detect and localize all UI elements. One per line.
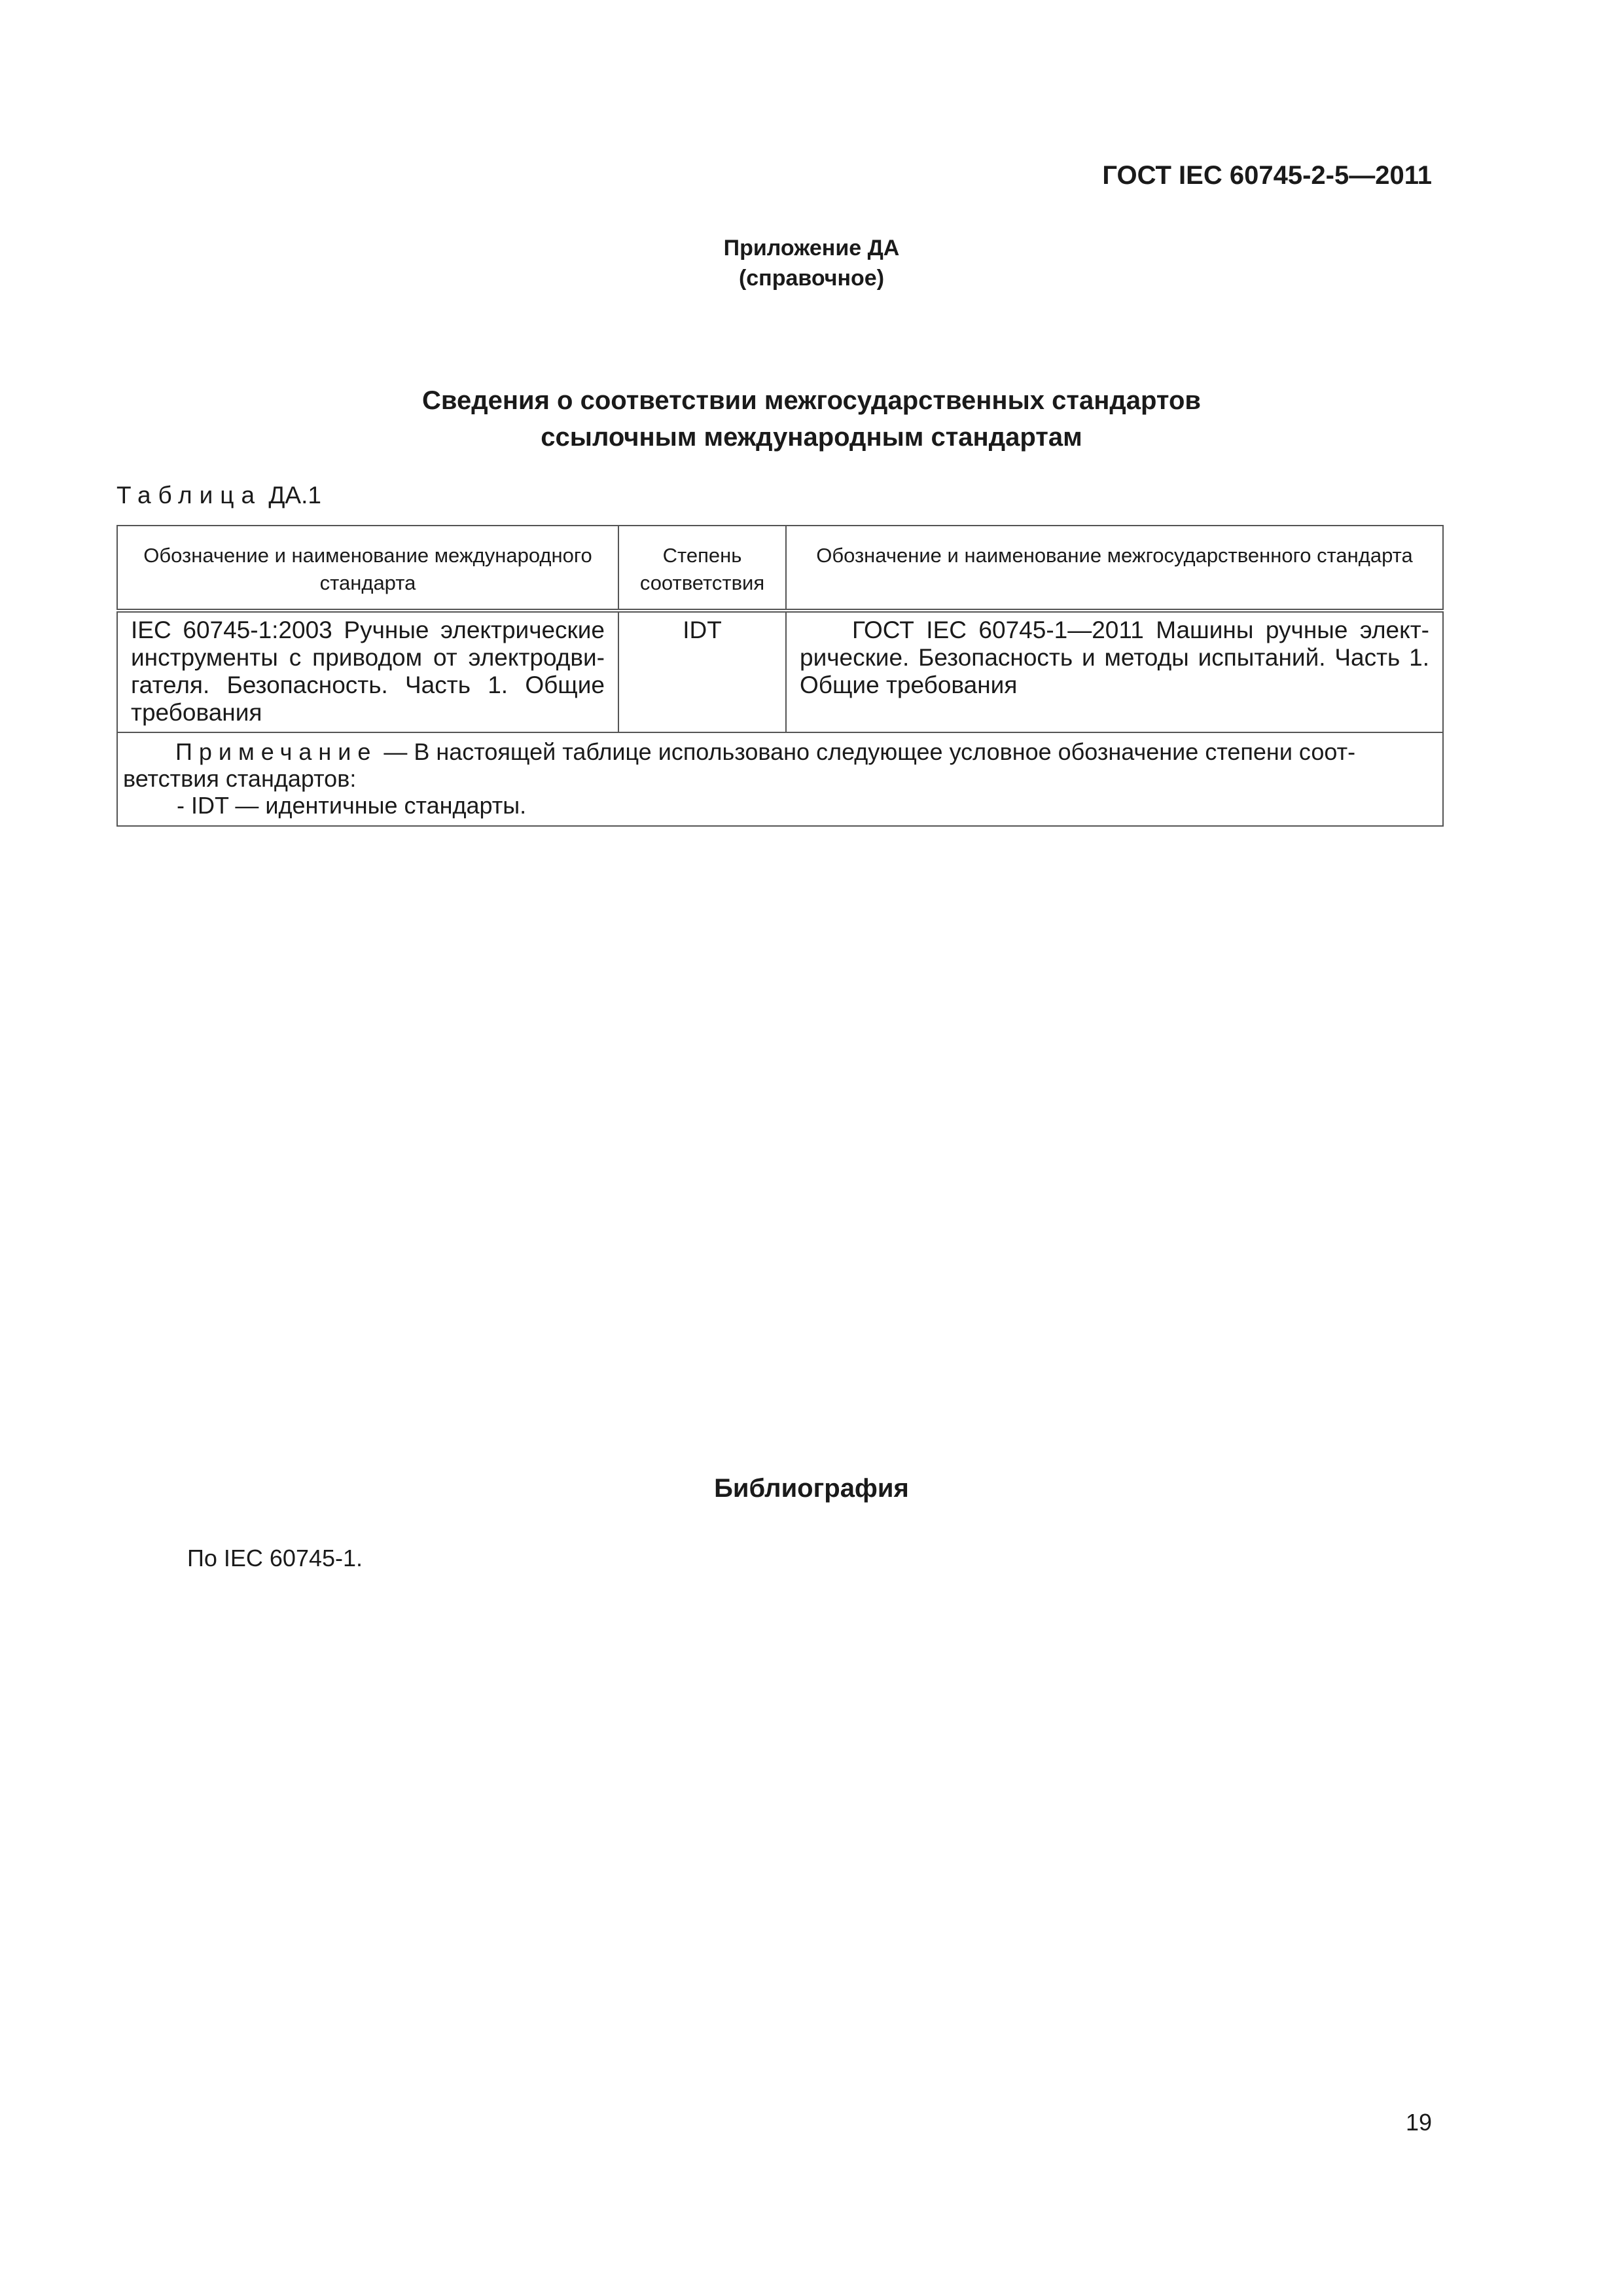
note-label: Примечание	[175, 738, 378, 765]
note-paragraph	[123, 738, 1437, 792]
table-caption-number: ДА.1	[268, 482, 321, 509]
annex-subtitle: (справочное)	[738, 266, 885, 291]
section-title-line-1: Сведения о соответствии межгосударственных стандартов	[422, 386, 1201, 415]
table-note-row	[117, 732, 1443, 826]
correspondence-table	[116, 525, 1444, 827]
cell-degree: IDT	[618, 611, 786, 732]
table-caption-label: Таблица	[116, 482, 262, 509]
document-code: ГОСТ IEC 60745-2-5—2011	[1102, 161, 1432, 190]
header-international-standard: Обозначение и наименование международного стандарта	[117, 526, 618, 611]
page-number: 19	[1405, 2109, 1432, 2136]
table-caption	[116, 482, 321, 509]
header-interstate-standard: Обозначение и наименование межгосударственного стандарта	[786, 526, 1443, 611]
section-title-line-2: ссылочным международным стандартам	[541, 423, 1082, 452]
annex-title: Приложение ДА	[723, 236, 900, 260]
cell-international-standard: IEC 60745-1:2003 Ручные электрические инструменты с приводом от электродви-гателя. Безопасность. Часть 1. Общие требования	[117, 611, 618, 732]
cell-interstate-standard: ГОСТ IEC 60745-1—2011 Машины ручные элект-рические. Безопасность и методы испытаний. Часть 1. Общие требования	[786, 611, 1443, 732]
table-header-row	[117, 526, 1443, 611]
section-title	[0, 382, 1623, 456]
note-list-item: - IDT — идентичные стандарты.	[177, 792, 527, 819]
table-row	[117, 611, 1443, 732]
table-note	[117, 732, 1443, 826]
annex-heading	[0, 233, 1623, 293]
header-degree-of-correspondence: Степень соответствия	[618, 526, 786, 611]
note-text: — В настоящей таблице использовано следующее условное обозначение степени соот-ветствия стандартов:	[123, 738, 1356, 792]
bibliography-text: По IEC 60745-1.	[187, 1545, 363, 1571]
bibliography-title: Библиография	[714, 1474, 909, 1503]
